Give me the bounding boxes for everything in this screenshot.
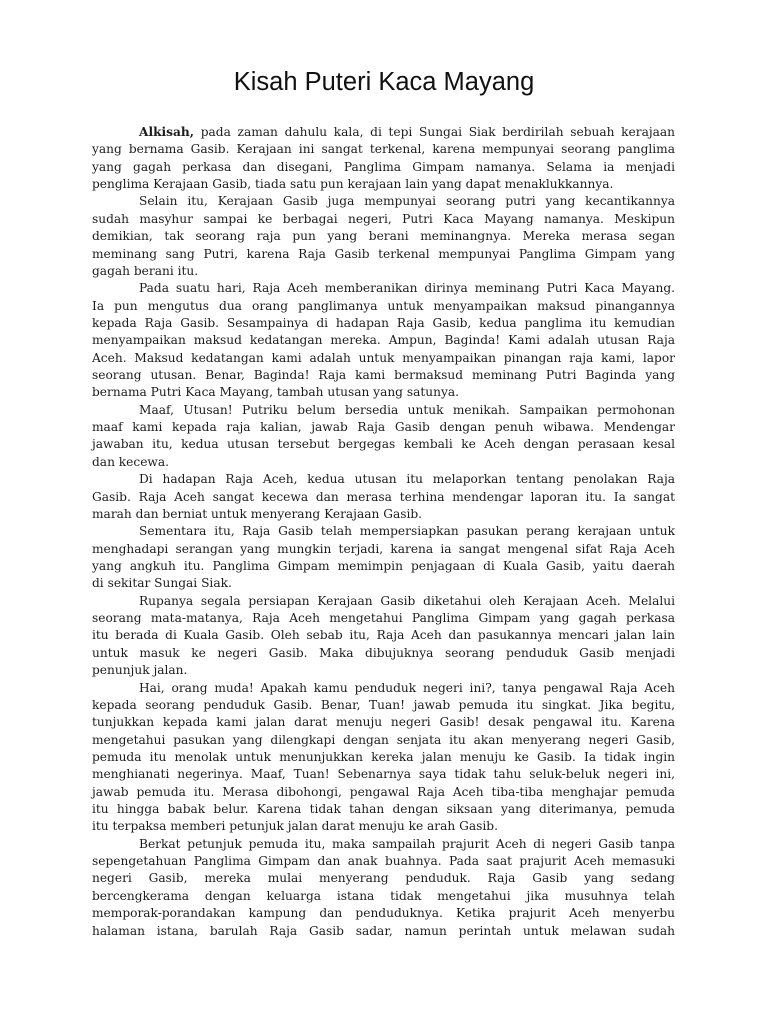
text-line: yang angkuh itu. Panglima Gimpam memimpin penjagaan di Kuala Gasib, yaitu daerah	[92, 558, 675, 573]
text-line: Di hadapan Raja Aceh, kedua utusan itu melaporkan tentang penolakan Raja	[139, 472, 675, 487]
text-line: Maaf, Utusan! Putriku belum bersedia untuk menikah. Sampaikan permohonan	[139, 402, 675, 417]
text-line	[92, 124, 675, 141]
text-line: jawab pemuda itu. Merasa dibohongi, pengawal Raja Aceh tiba-tiba menghajar pemuda	[92, 784, 675, 799]
text-line: itu hingga babak belur. Karena tidak tahan dengan siksaan yang diterimanya, pemuda	[92, 802, 675, 817]
page-title: Kisah Puteri Kaca Mayang	[233, 68, 535, 96]
text-line: Gasib. Raja Aceh sangat kecewa dan merasa terhina mendengar laporan itu. Ia sangat	[92, 489, 675, 504]
text-line: Rupanya segala persiapan Kerajaan Gasib diketahui oleh Kerajaan Aceh. Melalui	[139, 593, 675, 608]
text-line: pemuda itu menolak untuk menunjukkan kereka jalan menuju ke Gasib. Ia tidak ingin	[92, 749, 675, 764]
paragraph	[92, 680, 675, 836]
text-line: itu berada di Kuala Gasib. Oleh sebab itu, Raja Aceh dan pasukannya mencari jalan lain	[92, 628, 675, 643]
text-line: seorang utusan. Benar, Baginda! Raja kami bermaksud meminang Putri Baginda yang	[92, 368, 675, 383]
text-line: kepada seorang penduduk Gasib. Benar, Tuan! jawab pemuda itu singkat. Jika begitu,	[92, 697, 675, 712]
text-line: menghadapi serangan yang mungkin terjadi, karena ia sangat mengenal sifat Raja Aceh	[92, 541, 675, 556]
text-line: memporak-porandakan kampung dan penduduknya. Ketika prajurit Aceh menyerbu	[92, 906, 675, 921]
line-text: pada zaman dahulu kala, di tepi Sungai Siak berdirilah sebuah kerajaan	[200, 125, 676, 139]
text-line: meminang sang Putri, karena Raja Gasib terkenal mempunyai Panglima Gimpam yang	[92, 246, 675, 261]
text-line: penglima Kerajaan Gasib, tiada satu pun kerajaan lain yang dapat menaklukkannya.	[92, 177, 614, 192]
text-line: Hai, orang muda! Apakah kamu penduduk negeri ini?, tanya pengawal Raja Aceh	[139, 680, 675, 695]
text-line: negeri Gasib, mereka mulai menyerang penduduk. Raja Gasib yang sedang	[92, 871, 675, 886]
story-body	[92, 124, 675, 940]
text-line: bercengkerama dengan keluarga istana tidak mengetahui jika musuhnya telah	[92, 888, 675, 903]
text-line: Selain itu, Kerajaan Gasib juga mempunyai seorang putri yang kecantikannya	[139, 194, 675, 209]
paragraph	[92, 836, 675, 940]
text-line: penunjuk jalan.	[92, 663, 188, 678]
text-line: Aceh. Maksud kedatangan kami adalah untuk menyampaikan pinangan raja kami, lapor	[92, 350, 675, 365]
paragraph	[92, 593, 675, 680]
lead-word: Alkisah,	[139, 125, 195, 139]
text-line: menghianati negerinya. Maaf, Tuan! Sebenarnya saya tidak tahu seluk-beluk negeri ini,	[92, 767, 675, 782]
text-line: yang gagah perkasa dan disegani, Panglima Gimpam namanya. Selama ia menjadi	[92, 159, 675, 174]
paragraph	[92, 471, 675, 523]
text-line: untuk masuk ke negeri Gasib. Maka dibujuknya seorang penduduk Gasib menjadi	[92, 645, 675, 660]
text-line: kepada Raja Gasib. Sesampainya di hadapan Raja Gasib, kedua panglima itu kemudian	[92, 315, 675, 330]
paragraph	[92, 124, 675, 193]
text-line: Ia pun mengutus dua orang panglimanya untuk menyampaikan maksud pinangannya	[92, 298, 675, 313]
text-line: itu terpaksa memberi petunjuk jalan darat menuju ke arah Gasib.	[92, 819, 498, 834]
text-line: maaf kami kepada raja kalian, jawab Raja Gasib dengan penuh wibawa. Mendengar	[92, 420, 675, 435]
text-line: mengetahui pasukan yang dilengkapi dengan senjata itu akan menyerang negeri Gasib,	[92, 732, 675, 747]
paragraph	[92, 402, 675, 471]
text-line: menyampaikan maksud kedatangan mereka. Ampun, Baginda! Kami adalah utusan Raja	[92, 333, 675, 348]
text-line: jawaban itu, kedua utusan tersebut bergegas kembali ke Aceh dengan perasaan kesal	[92, 437, 675, 452]
text-line: Berkat petunjuk pemuda itu, maka sampailah prajurit Aceh di negeri Gasib tanpa	[139, 836, 675, 851]
text-line: halaman istana, barulah Raja Gasib sadar, namun perintah untuk melawan sudah	[92, 923, 675, 938]
text-line: marah dan berniat untuk menyerang Kerajaan Gasib.	[92, 506, 423, 521]
text-line: yang bernama Gasib. Kerajaan ini sangat terkenal, karena mempunyai seorang panglima	[92, 142, 675, 157]
text-line: di sekitar Sungai Siak.	[92, 576, 232, 591]
text-line: tunjukkan kepada kami jalan darat menuju negeri Gasib! desak pengawal itu. Karena	[92, 715, 675, 730]
text-line: sepengetahuan Panglima Gimpam dan anak buahnya. Pada saat prajurit Aceh memasuki	[92, 854, 675, 869]
text-line: demikian, tak seorang raja pun yang berani meminangnya. Mereka merasa segan	[92, 229, 675, 244]
text-line: sudah masyhur sampai ke berbagai negeri, Putri Kaca Mayang namanya. Meskipun	[92, 211, 675, 226]
text-line: dan kecewa.	[92, 454, 169, 469]
text-line: Pada suatu hari, Raja Aceh memberanikan dirinya meminang Putri Kaca Mayang.	[139, 281, 675, 296]
text-line: gagah berani itu.	[92, 263, 199, 278]
paragraph	[92, 280, 675, 402]
text-line: Sementara itu, Raja Gasib telah mempersiapkan pasukan perang kerajaan untuk	[139, 524, 675, 539]
text-line: seorang mata-matanya, Raja Aceh mengetahui Panglima Gimpam yang gagah perkasa	[92, 611, 675, 626]
paragraph	[92, 193, 675, 280]
text-line: bernama Putri Kaca Mayang, tambah utusan yang satunya.	[92, 385, 459, 400]
paragraph	[92, 523, 675, 592]
